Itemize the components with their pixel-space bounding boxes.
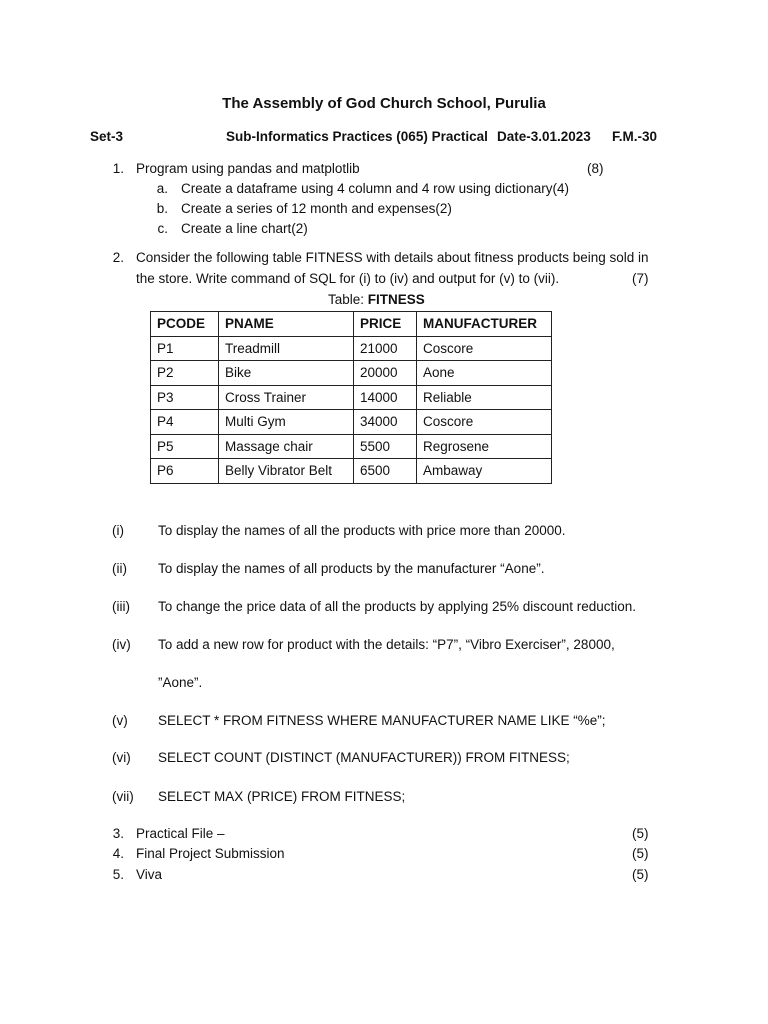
table-cell: 34000 xyxy=(354,410,417,435)
table-cell: Aone xyxy=(417,361,552,386)
set-label: Set-3 xyxy=(90,129,124,144)
date-label: Date-3.01.2023 xyxy=(497,129,591,144)
table-cell: P1 xyxy=(151,336,219,361)
table-cell: 6500 xyxy=(354,459,417,484)
sub-question-text: To change the price data of all the products by applying 25% discount reduction. xyxy=(158,599,637,614)
table-cell: Regrosene xyxy=(417,434,552,459)
question-text-line-1: Consider the following table FITNESS with details about fitness products being sold in xyxy=(136,250,649,265)
column-header: PCODE xyxy=(151,312,219,337)
sub-question-text: SELECT * FROM FITNESS WHERE MANUFACTURER NAME LIKE “%e”; xyxy=(158,713,606,728)
table-cell: 14000 xyxy=(354,385,417,410)
question-text: Viva xyxy=(136,867,163,882)
question-text: Final Project Submission xyxy=(136,846,285,861)
table-row xyxy=(151,361,552,386)
question-number: 2. xyxy=(112,250,124,265)
table-cell: Massage chair xyxy=(219,434,354,459)
sub-question-letter: c. xyxy=(157,221,168,236)
question-marks: (8) xyxy=(587,161,604,176)
table-cell: Belly Vibrator Belt xyxy=(219,459,354,484)
sub-question-text: To add a new row for product with the details: “P7”, “Vibro Exerciser”, 28000, xyxy=(158,637,615,652)
sub-question-text: Create a line chart(2) xyxy=(181,221,308,236)
question-text: Program using pandas and matplotlib xyxy=(136,161,360,176)
question-number: 4. xyxy=(112,846,124,861)
question-text: Practical File – xyxy=(136,826,225,841)
sub-question-number: (iii) xyxy=(112,599,130,614)
table-row xyxy=(151,336,552,361)
school-title: The Assembly of God Church School, Purulia xyxy=(222,95,546,112)
sub-question-text: SELECT COUNT (DISTINCT (MANUFACTURER)) FROM FITNESS; xyxy=(158,750,570,765)
table-cell: Bike xyxy=(219,361,354,386)
table-row xyxy=(151,434,552,459)
table-cell: Cross Trainer xyxy=(219,385,354,410)
subject-label: Sub-Informatics Practices (065) Practical xyxy=(226,129,488,144)
sub-question-number: (v) xyxy=(112,713,128,728)
question-text-line-2: the store. Write command of SQL for (i) to (iv) and output for (v) to (vii). xyxy=(136,271,560,286)
table-row xyxy=(151,410,552,435)
table-cell: Coscore xyxy=(417,336,552,361)
table-cell: P3 xyxy=(151,385,219,410)
table-cell: P4 xyxy=(151,410,219,435)
table-caption-prefix: Table: xyxy=(328,292,368,307)
question-number: 3. xyxy=(112,826,124,841)
question-number: 5. xyxy=(112,867,124,882)
table-cell: Coscore xyxy=(417,410,552,435)
question-marks: (5) xyxy=(632,826,649,841)
question-number: 1. xyxy=(112,161,124,176)
question-marks: (7) xyxy=(632,271,649,286)
table-header-row xyxy=(151,312,552,337)
column-header: MANUFACTURER xyxy=(417,312,552,337)
question-marks: (5) xyxy=(632,846,649,861)
table-cell: 5500 xyxy=(354,434,417,459)
sub-question-letter: b. xyxy=(156,201,168,216)
table-caption-name: FITNESS xyxy=(367,292,425,307)
sub-question-number: (vi) xyxy=(112,750,131,765)
sub-question-text: Create a dataframe using 4 column and 4 row using dictionary(4) xyxy=(181,181,569,196)
table-row xyxy=(151,459,552,484)
table-cell: 20000 xyxy=(354,361,417,386)
table-cell: P2 xyxy=(151,361,219,386)
table-cell: Treadmill xyxy=(219,336,354,361)
table-cell: Ambaway xyxy=(417,459,552,484)
table-cell: 21000 xyxy=(354,336,417,361)
sub-question-number: (ii) xyxy=(112,561,127,576)
sub-question-number: (iv) xyxy=(112,637,131,652)
table-cell: Reliable xyxy=(417,385,552,410)
sub-question-letter: a. xyxy=(156,181,168,196)
column-header: PNAME xyxy=(219,312,354,337)
full-marks-label: F.M.-30 xyxy=(612,129,658,144)
table-row xyxy=(151,385,552,410)
sub-question-text: SELECT MAX (PRICE) FROM FITNESS; xyxy=(158,789,406,804)
fitness-table xyxy=(150,311,552,484)
sub-question-text-continued: ”Aone”. xyxy=(158,675,203,690)
sub-question-number: (vii) xyxy=(112,789,134,804)
table-cell: P6 xyxy=(151,459,219,484)
sub-question-text: Create a series of 12 month and expenses(2) xyxy=(181,201,452,216)
sub-question-text: To display the names of all products by the manufacturer “Aone”. xyxy=(158,561,545,576)
table-caption xyxy=(328,292,425,307)
sub-question-number: (i) xyxy=(112,523,124,538)
table-cell: Multi Gym xyxy=(219,410,354,435)
sub-question-text: To display the names of all the products with price more than 20000. xyxy=(158,523,566,538)
question-marks: (5) xyxy=(632,867,649,882)
column-header: PRICE xyxy=(354,312,417,337)
table-cell: P5 xyxy=(151,434,219,459)
